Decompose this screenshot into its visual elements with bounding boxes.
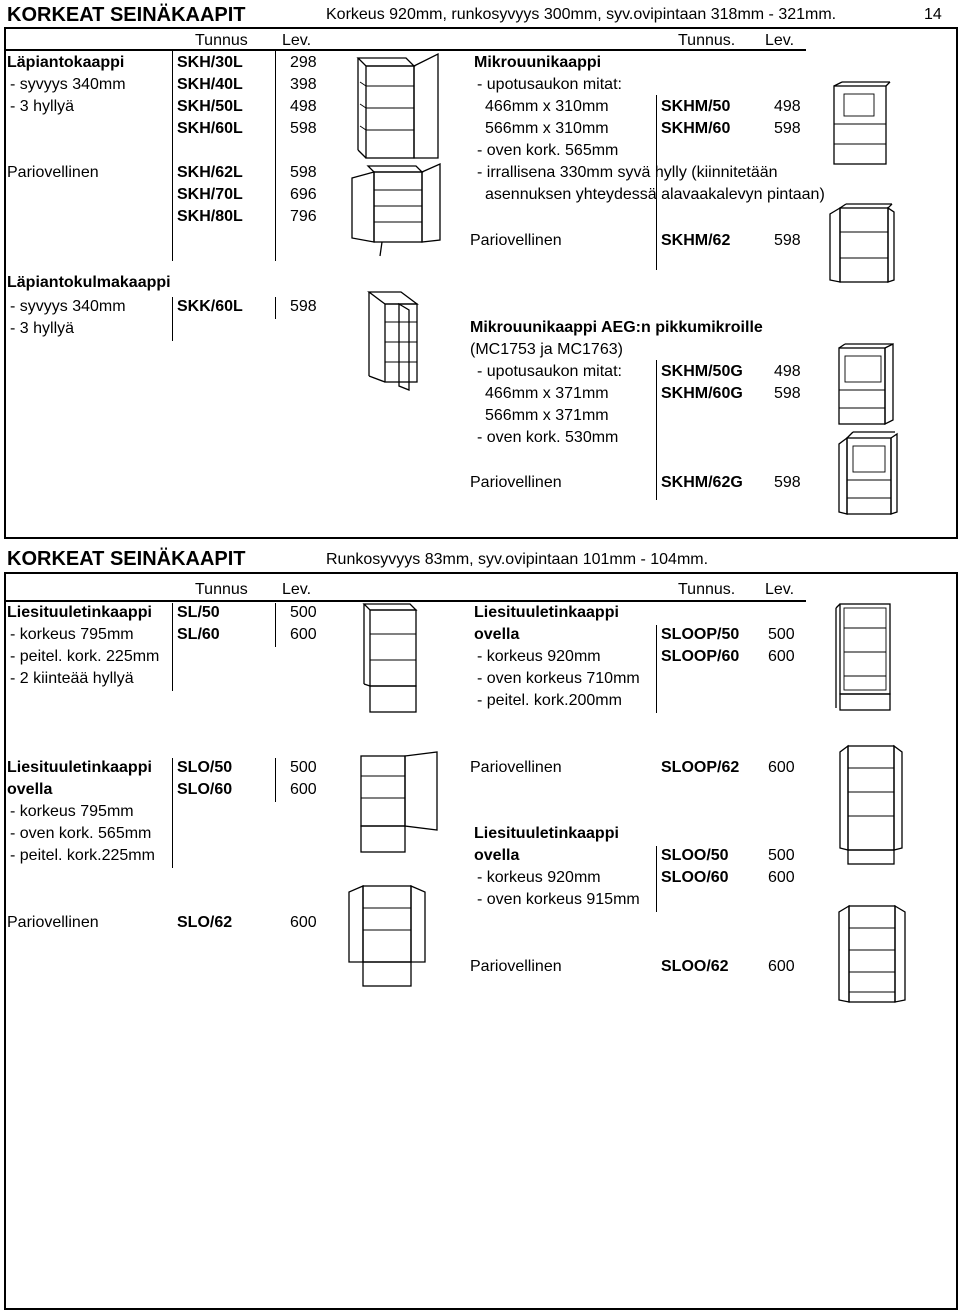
width-cell: 500: [290, 759, 317, 776]
mikro-aeg-line: 566mm x 371mm: [485, 407, 609, 424]
range-hood-door-cabinet-drawing: [832, 598, 902, 718]
range-hood-full-door-drawing: [835, 900, 910, 1010]
sloop-title-2: ovella: [474, 626, 520, 643]
pariovellinen-label: Pariovellinen: [470, 958, 562, 975]
width-cell: 500: [768, 626, 795, 643]
corner-cabinet-drawing: [365, 288, 440, 393]
column-separator: [656, 625, 657, 713]
width-cell: 498: [774, 98, 801, 115]
width-cell: 600: [290, 626, 317, 643]
pariovellinen-label: Pariovellinen: [470, 759, 562, 776]
code-cell: SLOO/60: [661, 869, 729, 886]
column-separator: [275, 51, 276, 261]
column-separator: [656, 846, 657, 912]
pariovellinen-label: Pariovellinen: [470, 474, 562, 491]
width-cell: 796: [290, 208, 317, 225]
lapiantokaappi-title: Läpiantokaappi: [7, 54, 125, 71]
code-cell: SKHM/50: [661, 98, 731, 115]
header-rule: [4, 49, 806, 51]
cabinet-single-door-drawing: [352, 52, 442, 167]
code-cell: SKH/80L: [177, 208, 243, 225]
column-separator: [275, 297, 276, 319]
header-lev-right: Lev.: [765, 32, 795, 49]
code-cell: SKHM/50G: [661, 363, 743, 380]
range-hood-double-door-drawing: [345, 880, 435, 990]
code-cell: SL/50: [177, 604, 220, 621]
code-cell: SLOO/62: [661, 958, 729, 975]
mikro-line: asennuksen yhteydessä alavaakalevyn pintaan): [485, 186, 825, 203]
mikro-aeg-line: (MC1753 ja MC1763): [470, 341, 623, 358]
lapiantokaappi-depth: - syvyys 340mm: [10, 76, 126, 93]
kulmakaappi-depth: - syvyys 340mm: [10, 298, 126, 315]
width-cell: 298: [290, 54, 317, 71]
sloo-title: Liesituuletinkaappi: [474, 825, 619, 842]
code-cell: SLOOP/60: [661, 648, 740, 665]
header-tunnus: Tunnus: [195, 32, 248, 49]
mikro-line: - oven kork. 565mm: [477, 142, 619, 159]
range-hood-door-cabinet-drawing: [355, 750, 445, 860]
range-hood-cabinet-drawing: [360, 598, 430, 718]
code-cell: SLOO/50: [661, 847, 729, 864]
header-lev: Lev.: [282, 32, 312, 49]
width-cell: 600: [768, 869, 795, 886]
sloop-line: - oven korkeus 710mm: [477, 670, 640, 687]
sloop-line: - peitel. kork.200mm: [477, 692, 622, 709]
sl-line: - peitel. kork. 225mm: [10, 648, 160, 665]
pariovellinen-label: Pariovellinen: [470, 232, 562, 249]
slo-line: - oven kork. 565mm: [10, 825, 152, 842]
section2-subtitle: Runkosyvyys 83mm, syv.ovipintaan 101mm - 104mm.: [326, 551, 709, 568]
code-cell: SKH/70L: [177, 186, 243, 203]
code-cell: SKH/30L: [177, 54, 243, 71]
section1-title: KORKEAT SEINÄKAAPIT: [7, 4, 246, 26]
width-cell: 600: [768, 648, 795, 665]
width-cell: 398: [290, 76, 317, 93]
code-cell: SL/60: [177, 626, 220, 643]
kulmakaappi-shelves: - 3 hyllyä: [10, 320, 75, 337]
code-cell: SLO/50: [177, 759, 233, 776]
section2-title: KORKEAT SEINÄKAAPIT: [7, 548, 246, 570]
code-cell: SKHM/62: [661, 232, 731, 249]
width-cell: 500: [290, 604, 317, 621]
column-separator: [172, 758, 173, 868]
sl-line: - 2 kiinteää hyllyä: [10, 670, 134, 687]
code-cell: SLOOP/50: [661, 626, 740, 643]
code-cell: SKH/62L: [177, 164, 243, 181]
mikro-line: 566mm x 310mm: [485, 120, 609, 137]
page-number: 14: [924, 6, 942, 23]
width-cell: 598: [774, 474, 801, 491]
width-cell: 598: [290, 298, 317, 315]
slo-title-2: ovella: [7, 781, 53, 798]
slo-title: Liesituuletinkaappi: [7, 759, 152, 776]
mikro-aeg-line: - oven kork. 530mm: [477, 429, 619, 446]
header-lev-right: Lev.: [765, 581, 795, 598]
width-cell: 498: [774, 363, 801, 380]
code-cell: SLO/62: [177, 914, 233, 931]
column-separator: [275, 603, 276, 647]
sl-title: Liesituuletinkaappi: [7, 604, 152, 621]
sloo-line: - oven korkeus 915mm: [477, 891, 640, 908]
microwave-aeg-double-door-drawing: [835, 428, 900, 523]
width-cell: 600: [290, 781, 317, 798]
microwave-aeg-cabinet-drawing: [835, 340, 900, 430]
width-cell: 598: [774, 385, 801, 402]
width-cell: 598: [774, 120, 801, 137]
mikrouunikaappi-title: Mikrouunikaappi: [474, 54, 602, 71]
mikro-aeg-line: 466mm x 371mm: [485, 385, 609, 402]
column-separator: [656, 360, 657, 500]
microwave-double-door-drawing: [828, 200, 898, 290]
column-separator: [275, 758, 276, 802]
mikro-line: 466mm x 310mm: [485, 98, 609, 115]
header-tunnus-right: Tunnus.: [678, 32, 736, 49]
width-cell: 598: [774, 232, 801, 249]
width-cell: 600: [768, 759, 795, 776]
range-hood-double-door-drawing: [838, 740, 908, 870]
code-cell: SLOOP/62: [661, 759, 740, 776]
mikro-aeg-title: Mikrouunikaappi AEG:n pikkumikroille: [470, 319, 763, 336]
cabinet-double-door-drawing: [350, 160, 445, 260]
width-cell: 598: [290, 164, 317, 181]
sloop-title: Liesituuletinkaappi: [474, 604, 619, 621]
width-cell: 600: [768, 958, 795, 975]
column-separator: [172, 51, 173, 261]
code-cell: SLO/60: [177, 781, 233, 798]
code-cell: SKK/60L: [177, 298, 243, 315]
microwave-cabinet-drawing: [830, 80, 895, 170]
code-cell: SKHM/60: [661, 120, 731, 137]
width-cell: 598: [290, 120, 317, 137]
code-cell: SKH/40L: [177, 76, 243, 93]
code-cell: SKH/60L: [177, 120, 243, 137]
sloo-title-2: ovella: [474, 847, 520, 864]
kulmakaappi-title: Läpiantokulmakaappi: [7, 274, 171, 291]
header-tunnus: Tunnus: [195, 581, 248, 598]
width-cell: 600: [290, 914, 317, 931]
sloo-line: - korkeus 920mm: [477, 869, 601, 886]
lapiantokaappi-shelves: - 3 hyllyä: [10, 98, 75, 115]
code-cell: SKHM/60G: [661, 385, 743, 402]
header-tunnus-right: Tunnus.: [678, 581, 736, 598]
mikro-line: - upotusaukon mitat:: [477, 76, 622, 93]
slo-line: - peitel. kork.225mm: [10, 847, 155, 864]
width-cell: 498: [290, 98, 317, 115]
code-cell: SKH/50L: [177, 98, 243, 115]
code-cell: SKHM/62G: [661, 474, 743, 491]
mikro-line: - irrallisena 330mm syvä hylly (kiinnitetään: [477, 164, 778, 181]
sloop-line: - korkeus 920mm: [477, 648, 601, 665]
sl-line: - korkeus 795mm: [10, 626, 134, 643]
pariovellinen-label: Pariovellinen: [7, 914, 99, 931]
width-cell: 696: [290, 186, 317, 203]
column-separator: [172, 603, 173, 691]
header-lev: Lev.: [282, 581, 312, 598]
pariovellinen-label: Pariovellinen: [7, 164, 99, 181]
column-separator: [172, 297, 173, 341]
mikro-aeg-line: - upotusaukon mitat:: [477, 363, 622, 380]
width-cell: 500: [768, 847, 795, 864]
slo-line: - korkeus 795mm: [10, 803, 134, 820]
section1-subtitle: Korkeus 920mm, runkosyvyys 300mm, syv.ovipintaan 318mm - 321mm.: [326, 6, 837, 23]
